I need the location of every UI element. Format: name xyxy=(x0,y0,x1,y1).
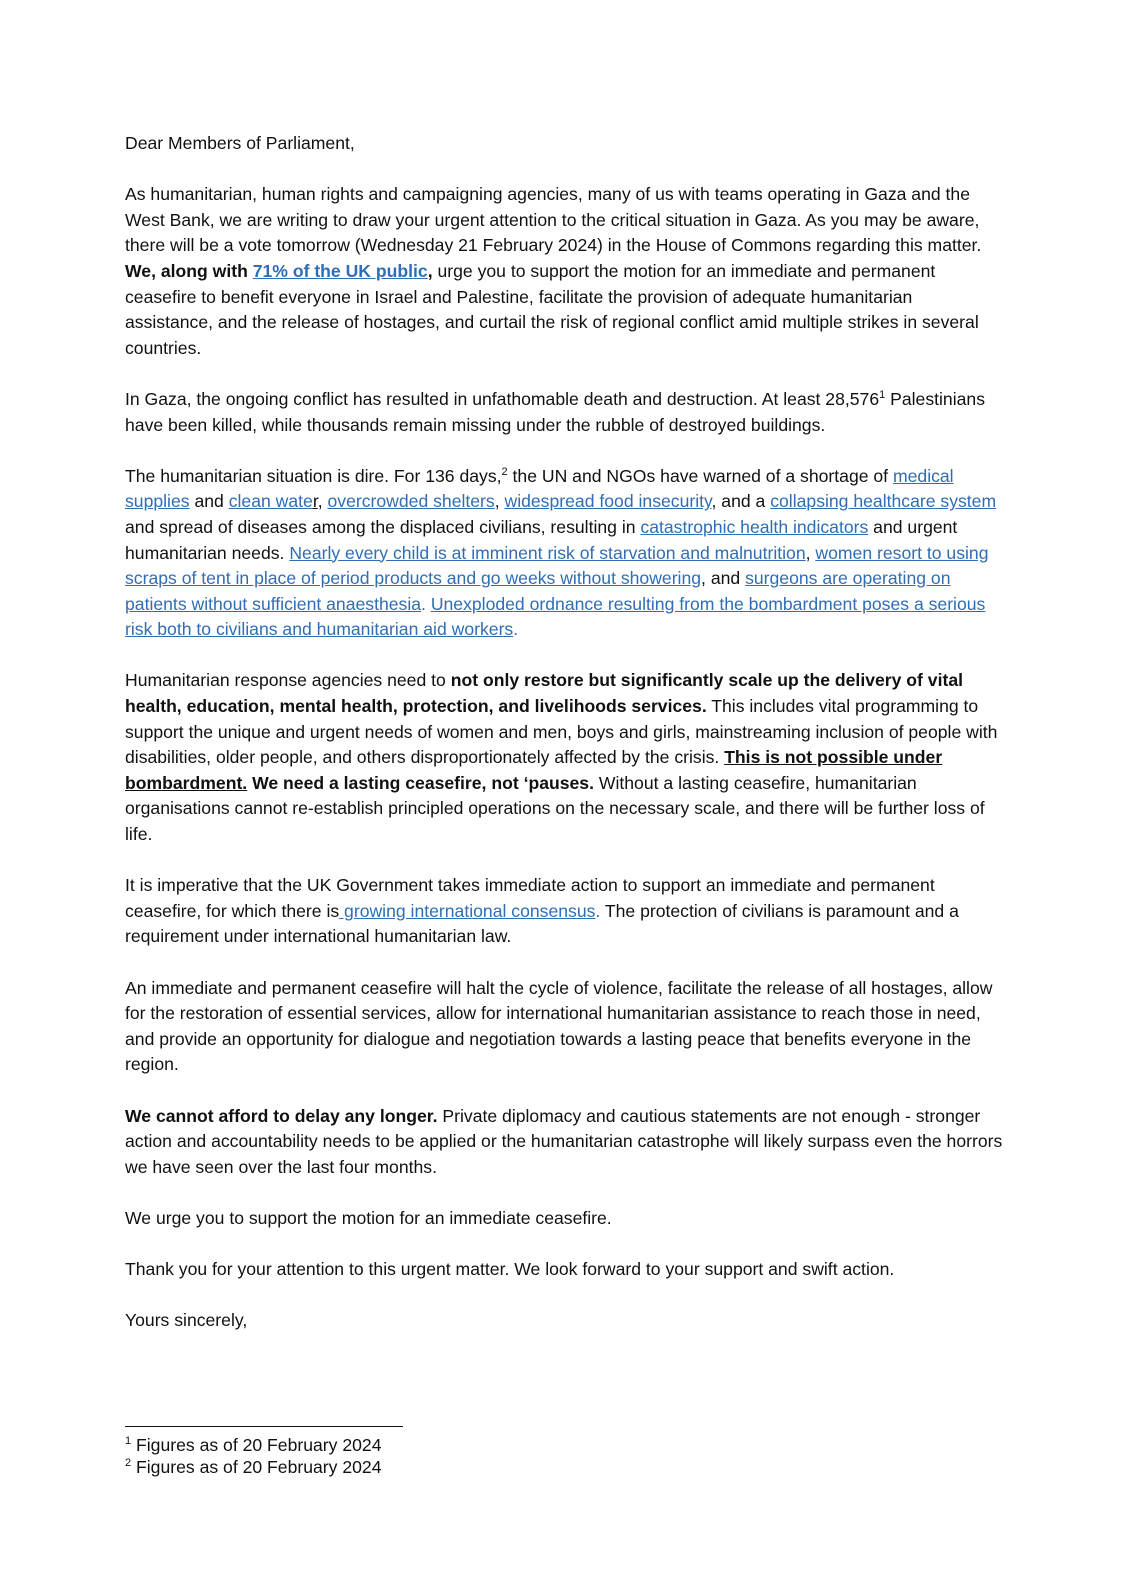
period-products-link[interactable]: women resort to using scraps of tent in place of period products and go weeks without showering xyxy=(125,542,989,589)
paragraph-no-delay xyxy=(125,1104,1005,1181)
clean-water-link[interactable]: clean wate xyxy=(228,491,313,512)
footnote-mark: 2 xyxy=(125,1457,132,1470)
anaesthesia-link[interactable]: surgeons are operating on patients without sufficient anaesthesia xyxy=(125,568,951,614)
bold-span: We cannot afford to delay any longer. xyxy=(125,1105,438,1126)
footnote-text: Figures as of 20 February 2024 xyxy=(131,1435,382,1455)
paragraph-casualties xyxy=(125,387,1005,438)
paragraph-uk-government xyxy=(125,873,1005,950)
footnote-ref-1: 1 xyxy=(879,389,886,402)
paragraph-ceasefire-benefits: An immediate and permanent ceasefire will halt the cycle of violence, facilitate the release of all hostages, allow for the restoration of essential services, allow for international humanitarian assistance to reach those in need, and provide an opportunity for dialogue and negotiation towards a lasting peace that benefits everyone in the region. xyxy=(125,977,993,1075)
text-span: Palestinians have been killed, while thousands remain missing under the rubble of destroyed buildings. xyxy=(125,388,985,435)
letter-body xyxy=(125,131,1005,1360)
collapsing-healthcare-link[interactable]: collapsing healthcare system xyxy=(770,491,997,512)
text-span: and xyxy=(189,491,229,512)
text-span: , xyxy=(494,491,505,512)
paragraph-humanitarian-situation xyxy=(125,464,1005,643)
overcrowded-shelters-link[interactable]: overcrowded shelters xyxy=(327,491,495,512)
food-insecurity-link[interactable]: widespread food insecurity xyxy=(504,491,712,512)
text-span: The protection of civilians is paramount and a requirement under international humanitarian law. xyxy=(125,900,959,947)
text-span: This includes vital programming to support the unique and urgent needs of women and men, boys and girls, mainstreaming inclusion of people with disabilities, older people, and others disproportionately affected by the crisis. xyxy=(125,696,998,768)
international-consensus-link[interactable]: growing international consensus xyxy=(339,900,596,921)
footnote-1 xyxy=(125,1434,381,1456)
paragraph-thanks: Thank you for your attention to this urgent matter. We look forward to your support and swift action. xyxy=(125,1259,895,1280)
footnote-divider xyxy=(125,1426,403,1427)
footnotes xyxy=(125,1434,381,1478)
text-span: Humanitarian response agencies need to xyxy=(125,670,451,691)
footnote-text: Figures as of 20 February 2024 xyxy=(131,1457,382,1477)
text-span: . xyxy=(421,593,431,614)
uk-public-poll-link[interactable]: 71% of the UK public xyxy=(252,260,428,281)
text-span: It is imperative that the UK Government takes immediate action to support an immediate and permanent ceasefire, for which there is xyxy=(125,875,935,921)
health-indicators-link[interactable]: catastrophic health indicators xyxy=(640,516,869,537)
medical-supplies-link[interactable]: medical supplies xyxy=(125,465,954,512)
footnote-mark: 1 xyxy=(125,1435,132,1448)
text-span: r xyxy=(312,491,318,512)
text-span: As humanitarian, human rights and campaigning agencies, many of us with teams operating in Gaza and the West Bank, we are writing to draw your urgent attention to the critical situation in Gaza. As you may be aware, there will be a vote tomorrow (Wednesday 21 February 2024) in the House of Commons regarding this matter. xyxy=(125,184,982,256)
text-span: and spread of diseases among the displaced civilians, resulting in xyxy=(125,516,641,537)
text-span: , and xyxy=(701,568,746,589)
paragraph-vote xyxy=(125,182,1005,361)
unexploded-ordnance-link[interactable]: Unexploded ordnance resulting from the bombardment poses a serious risk both to civilians and humanitarian aid workers xyxy=(125,593,986,640)
footnote-ref-2: 2 xyxy=(501,465,508,478)
text-span: In Gaza, the ongoing conflict has resulted in unfathomable death and destruction. At least 28,576 xyxy=(125,388,880,409)
paragraph-urge: We urge you to support the motion for an immediate ceasefire. xyxy=(125,1207,612,1228)
closing: Yours sincerely, xyxy=(125,1310,248,1331)
bold-span: not only restore but significantly scale up the delivery of vital health, education, mental health, protection, and livelihoods services. xyxy=(125,670,963,717)
paragraph-response-agencies xyxy=(125,668,1005,847)
bold-underline-span: This is not possible under bombardment. xyxy=(125,747,943,793)
child-starvation-link[interactable]: Nearly every child is at imminent risk of starvation and malnutrition xyxy=(289,542,806,563)
text-span: . xyxy=(595,900,601,921)
text-span: and urgent humanitarian needs. xyxy=(125,516,958,563)
text-span: , xyxy=(805,542,816,563)
text-span: the UN and NGOs have warned of a shortage of xyxy=(507,465,893,486)
text-span: The humanitarian situation is dire. For 136 days, xyxy=(125,465,502,486)
salutation: Dear Members of Parliament, xyxy=(125,133,355,153)
footnote-2 xyxy=(125,1456,381,1478)
text-span: Private diplomacy and cautious statements are not enough - stronger action and accountability needs to be applied or the humanitarian catastrophe will likely surpass even the horrors we have seen over the last four months. xyxy=(125,1105,1003,1177)
text-span: urge you to support the motion for an immediate and permanent ceasefire to benefit everyone in Israel and Palestine, facilitate the provision of adequate humanitarian assistance, and the release of hostages, and curtail the risk of regional conflict amid multiple strikes in several countries. xyxy=(125,260,979,358)
bold-span: We, along with xyxy=(125,260,253,281)
text-span: , and a xyxy=(711,491,771,512)
bold-span: , xyxy=(427,260,433,281)
text-span: . xyxy=(513,619,519,640)
bold-span: We need a lasting ceasefire, not ‘pauses. xyxy=(252,772,594,793)
text-span: , xyxy=(317,491,328,512)
text-span: Without a lasting ceasefire, humanitarian organisations cannot re-establish principled operations on the necessary scale, and there will be further loss of life. xyxy=(125,772,985,845)
